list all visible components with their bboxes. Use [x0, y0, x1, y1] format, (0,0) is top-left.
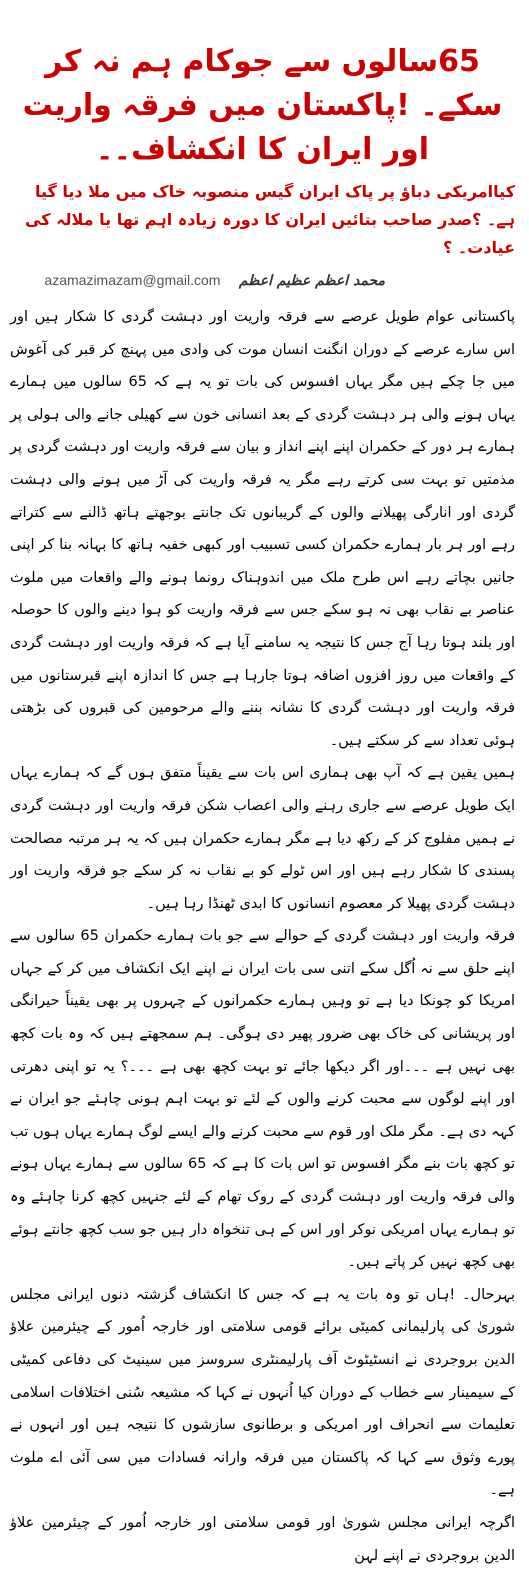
article-paragraph-1: پاکستانی عوام طویل عرصے سے فرقہ واریت اور دہشت گردی کا شکار ہیں اور اس سارے عرصے کے دوران انگنت انسان موت کی وادی میں پہنچ کر قبر کی آغوش میں جا چکے ہیں مگر یہاں افسوس کی بات تو یہ ہے کہ 65 سالوں میں ہمارے یہاں ہونے والی ہر دہشت گردی کے بعد انسانی خون سے کھیلی جانے والی ہولی پر ہمارے ہر دور کے حکمران اپنے اپنے انداز و بیان سے فرقہ واریت اور دہشت گردی پر مذمتیں تو بہت سی کرتے رہے مگر یہ فرقہ واریت کی آڑ میں ہونے والی دہشت گردی اور انارگی پھیلانے والوں کے گریبانوں تک جانتے بوجھتے ہاتھ ڈالنے سے کتراتے رہے اور ہر بار ہمارے حکمران کسی تسبیب اور کبھی خفیہ ہاتھ کا بہانہ بنا کر اپنی جانیں بچاتے رہے اس طرح ملک میں اندوہناک رونما ہونے والے واقعات میں ملوث عناصر بے نقاب بھی نہ ہو سکے جس سے فرقہ واریت کو ہوا دینے والوں کا حوصلہ اور بلند ہوتا رہا آج جس کا نتیجہ یہ سامنے آیا ہے کہ فرقہ واریت اور دہشت گردی کے واقعات میں روز افزوں اضافہ ہوتا جارہا ہے جس کا اندازہ اپنے قبرستانوں میں فرقہ واریت اور دہشت گردی کا نشانہ بننے والے مرحومین کی قبروں کی بڑھتی ہوئی تعداد سے کر سکتے ہیں۔ — [10, 309, 515, 749]
author-name: محمد اعظم عظیم اعظم — [238, 273, 385, 289]
article-paragraph-4: بہرحال۔ !ہاں تو وہ بات یہ ہے کہ جس کا انکشاف گزشتہ دنوں ایرانی مجلس شوریٰ کی پارلیمانی کمیٹی برائے قومی سلامتی اور خارجہ اُمور کے چیئرمین علاؤ الدین بروجردی نے انسٹیٹوٹ آف پارلیمنٹری سروسز میں سینیٹ کی دفاعی کمیٹی کے سیمینار سے خطاب کے دوران کیا اُنہوں نے کہا کہ مشیعہ سُنی اختلافات اسلامی تعلیمات سے انحراف اور امریکی و برطانوی سازشوں کا نتیجہ ہیں اور انہوں نے پورے وثوق سے کہا کہ پاکستان میں فرقہ وارانہ فسادات میں سی آئی اے ملوث ہے۔ — [10, 1286, 515, 1499]
byline — [10, 268, 515, 293]
article-paragraph-2: ہمیں یقین ہے کہ آپ بھی ہماری اس بات سے یقیناً متفق ہوں گے کہ ہمارے یہاں ایک طویل عرصے سے جاری رہنے والی اعصاب شکن فرقہ واریت اور دہشت گردی نے ہمیں مفلوج کر کے رکھ دیا ہے مگر ہمارے حکمران ہیں کہ یہ ہر مرتبہ مصالحت پسندی کا شکار رہے ہیں اور اس ٹولے کو بے نقاب نہ کر سکے جو فرقہ واریت اور دہشت گردی پھیلا کر معصوم انسانوں کا ابدی ٹھنڈا رہا ہیں۔ — [10, 765, 515, 912]
article-paragraph-5: اگرچہ ایرانی مجلس شوریٰ اور قومی سلامتی اور خارجہ اُمور کے چیئرمین علاؤ الدین بروجردی نے اپنے لہن — [10, 1514, 515, 1564]
author-email: azamazimazam@gmail.com — [44, 272, 221, 288]
article-subtitle: کیاامریکی دباؤ پر پاک ایران گیس منصوبہ خاک میں ملا دیا گیا ہے۔ ؟صدر صاحب بتائیں ایران کا دورہ زیادہ اہم تھا یا ملالہ کی عیادت۔ ؟ — [25, 182, 515, 257]
article-title: 65سالوں سے جوکام ہم نہ کر سکے۔ !پاکستان میں فرقہ واریت اور ایران کا انکشاف۔۔ — [22, 44, 503, 167]
article-paragraph-3: فرقہ واریت اور دہشت گردی کے حوالے سے جو بات ہمارے حکمران 65 سالوں سے اپنے حلق سے نہ اُگل سکے اتنی سی بات ایران نے اپنے ایک انکشاف میں کر کے جہاں امریکا کو چونکا دیا ہے تو وہیں ہمارے حکمرانوں کے چہروں پر بھی یقیناً حیرانگی اور پریشانی کی خاک بھی ضرور پھیر دی ہوگی۔ ہم سمجھتے ہیں کہ وہ بات کچھ بھی نہیں ہے ۔۔۔اور اگر دیکھا جائے تو بہت کچھ بھی ہے ۔۔۔؟ یہ تو اپنی دھرتی اور اپنے لوگوں سے محبت کرنے والوں کے لئے تو بہت اہم ہونی چاہئے جو ایران نے کہہ دی ہے۔ مگر ملک اور قوم سے محبت کرنے والے ایسے لوگ ہمارے یہاں ہوں تب تو کچھ بات بنے مگر افسوس تو اس بات کا ہے کہ 65 سالوں سے ہمارے یہاں ہونے والی فرقہ واریت اور دہشت گردی کے روک تھام کے لئے جنہیں کچھ کرنا چاہئے وہ تو ہمارے یہاں امریکی نوکر اور اس کے ہی تنخواہ دار ہیں جو سب کچھ جانتے ہوئے بھی کچھ نہیں کر پاتے ہیں۔ — [10, 928, 515, 1271]
